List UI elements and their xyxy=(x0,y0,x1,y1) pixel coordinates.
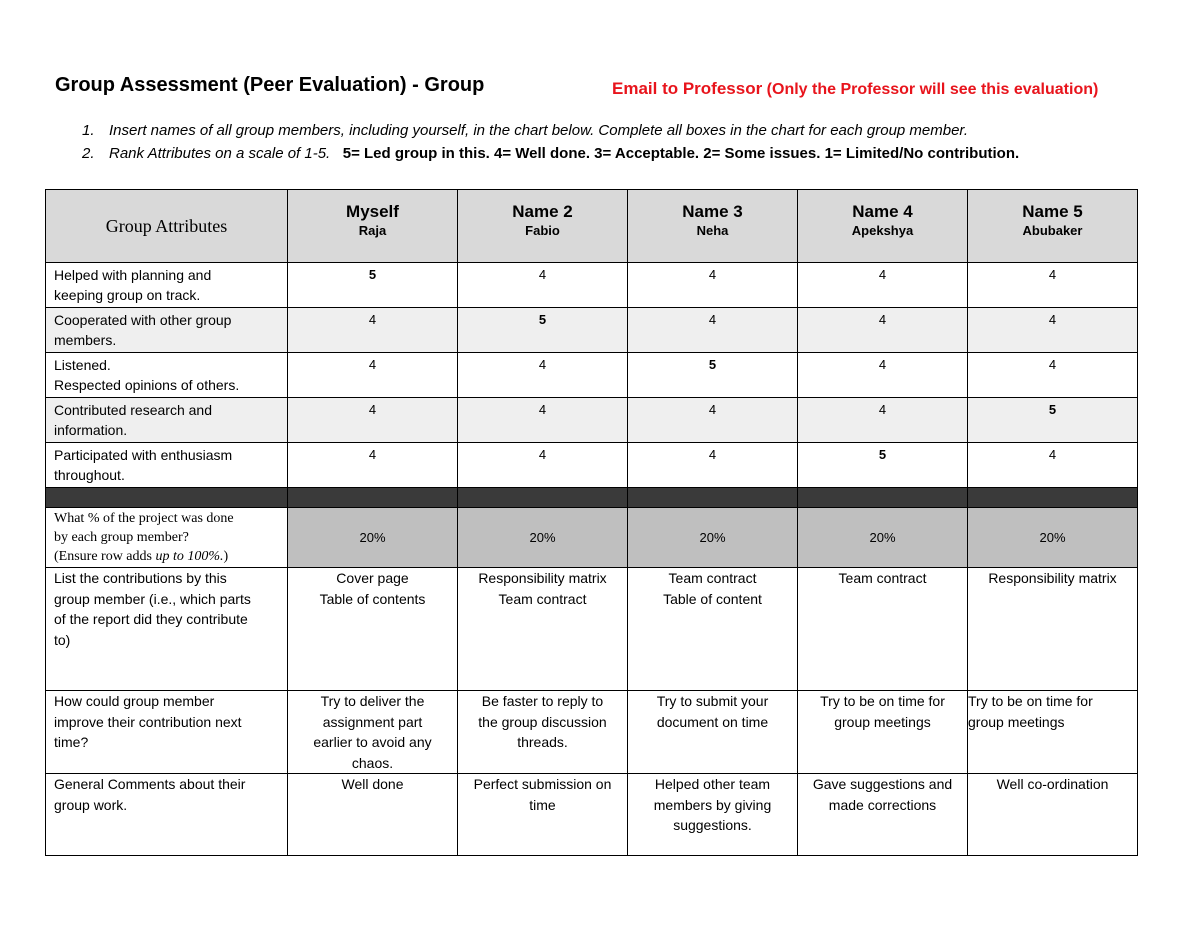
separator-cell xyxy=(46,488,288,508)
row-label xyxy=(46,774,288,856)
rating-cell: 4 xyxy=(798,353,968,398)
instruction-number: 2. xyxy=(82,145,95,162)
cell-line: chaos. xyxy=(351,754,394,771)
percent-cell: 20% xyxy=(628,508,798,568)
cell-line: members. xyxy=(54,332,117,348)
cell-line: Participated with enthusiasm xyxy=(54,447,233,463)
percent-label xyxy=(46,508,288,568)
rating-cell: 4 xyxy=(458,353,628,398)
rating-cell: 4 xyxy=(288,443,458,488)
cell-line: earlier to avoid any xyxy=(313,734,432,750)
cell-line: Try to deliver the xyxy=(320,693,425,709)
cell-line: Be faster to reply to xyxy=(481,693,604,709)
attribute-label xyxy=(46,443,288,488)
cell-line: information. xyxy=(54,422,128,438)
attribute-label xyxy=(46,308,288,353)
comment-cell xyxy=(458,568,628,691)
separator-row xyxy=(46,488,1138,508)
comment-cell xyxy=(968,774,1138,856)
comment-cell xyxy=(628,774,798,856)
header-row xyxy=(46,190,1138,263)
comment-cell xyxy=(968,691,1138,774)
instruction-text: Rank Attributes on a scale of 1-5. xyxy=(109,145,331,162)
rating-scale-legend: 5= Led group in this. 4= Well done. 3= Acceptable. 2= Some issues. 1= Limited/No contribution. xyxy=(342,145,1020,162)
cell-line: document on time xyxy=(656,713,769,730)
rating-cell: 4 xyxy=(798,398,968,443)
cell-line: throughout. xyxy=(54,467,125,483)
cell-line: group member (i.e., which parts xyxy=(54,590,251,607)
comment-cell xyxy=(798,774,968,856)
cell-line: to) xyxy=(54,631,71,648)
instruction-number: 1. xyxy=(82,122,95,139)
comment-cell xyxy=(628,568,798,691)
cell-line: assignment part xyxy=(322,713,423,730)
contributions-row xyxy=(46,568,1138,691)
percent-cell: 20% xyxy=(458,508,628,568)
rating-cell: 5 xyxy=(288,263,458,308)
cell-line: Cover page xyxy=(336,570,409,586)
cell-line: What % of the project was done xyxy=(54,511,234,526)
cell-line: Perfect submission on xyxy=(473,776,612,792)
comment-cell xyxy=(798,691,968,774)
cell-line: Helped with planning and xyxy=(54,267,212,283)
cell-emphasis: up to 100%. xyxy=(155,549,224,564)
comment-cell xyxy=(798,568,968,691)
document-title: Group Assessment (Peer Evaluation) - Group xyxy=(55,74,485,96)
cell-line: of the report did they contribute xyxy=(54,611,248,627)
cell-text: (Ensure row adds xyxy=(54,549,156,564)
comment-cell xyxy=(628,691,798,774)
rating-row xyxy=(46,398,1138,443)
cell-line: Try to be on time for xyxy=(820,693,945,709)
member-name: Raja xyxy=(358,223,387,238)
cell-line: How could group member xyxy=(54,693,215,709)
cell-line: Table of contents xyxy=(319,590,426,607)
rating-cell: 4 xyxy=(288,353,458,398)
cell-line: General Comments about their xyxy=(54,776,246,792)
rating-cell: 4 xyxy=(798,263,968,308)
cell-line: Contributed research and xyxy=(54,402,212,418)
attribute-label xyxy=(46,263,288,308)
member-name: Abubaker xyxy=(1022,223,1083,238)
cell-line: Cooperated with other group xyxy=(54,312,232,328)
improvement-row xyxy=(46,691,1138,774)
comment-cell xyxy=(288,691,458,774)
rating-cell: 4 xyxy=(968,263,1138,308)
cell-line: improve their contribution next xyxy=(54,713,242,730)
member-column-title: Name 3 xyxy=(682,202,743,221)
cell-line: List the contributions by this xyxy=(54,570,227,586)
separator-cell xyxy=(628,488,798,508)
rating-cell: 4 xyxy=(458,398,628,443)
email-instruction xyxy=(612,79,1098,99)
percent-cell: 20% xyxy=(288,508,458,568)
attribute-label xyxy=(46,398,288,443)
cell-line: the group discussion xyxy=(478,713,607,730)
cell-line: Responsibility matrix xyxy=(478,570,607,586)
rating-cell: 4 xyxy=(968,443,1138,488)
rating-cell: 4 xyxy=(458,443,628,488)
cell-line: Listened. xyxy=(54,357,111,373)
rating-row xyxy=(46,443,1138,488)
email-lead: Email to Professor xyxy=(612,79,763,98)
member-name: Apekshya xyxy=(851,223,914,238)
rating-row xyxy=(46,263,1138,308)
separator-cell xyxy=(968,488,1138,508)
member-header xyxy=(288,190,458,263)
evaluation-table xyxy=(45,189,1138,856)
member-header xyxy=(798,190,968,263)
attribute-label xyxy=(46,353,288,398)
rating-cell: 4 xyxy=(288,308,458,353)
email-privacy-note: (Only the Professor will see this evaluation) xyxy=(766,81,1099,98)
rating-cell: 4 xyxy=(628,398,798,443)
cell-line: made corrections xyxy=(828,796,937,813)
comment-cell xyxy=(968,568,1138,691)
cell-line: Team contract xyxy=(838,570,927,586)
cell-line: suggestions. xyxy=(673,817,752,833)
cell-line: by each group member? xyxy=(54,530,189,545)
member-column-title: Myself xyxy=(346,202,399,221)
member-name: Fabio xyxy=(525,223,560,238)
rating-cell: 4 xyxy=(628,443,798,488)
cell-line: Try to be on time for xyxy=(968,693,1093,709)
cell-line: Helped other team xyxy=(654,776,771,792)
cell-text: ) xyxy=(223,549,229,564)
rating-row xyxy=(46,353,1138,398)
cell-line: threads. xyxy=(517,734,568,750)
cell-line: Gave suggestions and xyxy=(812,776,953,792)
member-header xyxy=(628,190,798,263)
cell-line: group work. xyxy=(54,796,128,813)
general-comments-row xyxy=(46,774,1138,856)
rating-cell: 5 xyxy=(798,443,968,488)
member-column-title: Name 2 xyxy=(512,202,573,221)
rating-cell: 4 xyxy=(968,308,1138,353)
rating-cell: 4 xyxy=(968,353,1138,398)
rating-cell: 5 xyxy=(458,308,628,353)
row-label xyxy=(46,568,288,691)
cell-line: Well done xyxy=(341,776,404,792)
row-label xyxy=(46,691,288,774)
cell-line: group meetings xyxy=(968,713,1065,730)
instruction-text: Insert names of all group members, including yourself, in the chart below. Complete all boxes in the chart for each group member. xyxy=(109,122,969,139)
cell-line: Table of content xyxy=(663,590,762,607)
member-header xyxy=(458,190,628,263)
cell-line: time xyxy=(529,796,556,813)
comment-cell xyxy=(288,774,458,856)
comment-cell xyxy=(288,568,458,691)
member-column-title: Name 4 xyxy=(852,202,913,221)
cell-line: group meetings xyxy=(834,713,931,730)
rating-cell: 5 xyxy=(968,398,1138,443)
cell-line: members by giving xyxy=(653,796,772,813)
member-column-title: Name 5 xyxy=(1022,202,1083,221)
separator-cell xyxy=(798,488,968,508)
rating-row xyxy=(46,308,1138,353)
rating-cell: 4 xyxy=(798,308,968,353)
member-name: Neha xyxy=(696,223,729,238)
cell-line: Team contract xyxy=(668,570,757,586)
comment-cell xyxy=(458,774,628,856)
cell-line: Respected opinions of others. xyxy=(54,377,240,393)
group-attributes-header: Group Attributes xyxy=(46,190,288,263)
title-row xyxy=(55,74,1145,104)
rating-cell: 4 xyxy=(288,398,458,443)
cell-line: Well co-ordination xyxy=(996,776,1109,792)
cell-line: Team contract xyxy=(498,590,587,607)
rating-cell: 5 xyxy=(628,353,798,398)
cell-line: time? xyxy=(54,734,89,750)
member-header xyxy=(968,190,1138,263)
percent-cell: 20% xyxy=(968,508,1138,568)
separator-cell xyxy=(458,488,628,508)
separator-cell xyxy=(288,488,458,508)
percent-cell: 20% xyxy=(798,508,968,568)
rating-cell: 4 xyxy=(458,263,628,308)
percent-row xyxy=(46,508,1138,568)
rating-cell: 4 xyxy=(628,308,798,353)
cell-line: keeping group on track. xyxy=(54,287,201,303)
cell-line xyxy=(54,547,279,566)
comment-cell xyxy=(458,691,628,774)
rating-cell: 4 xyxy=(628,263,798,308)
cell-line: Try to submit your xyxy=(656,693,769,709)
cell-line: Responsibility matrix xyxy=(988,570,1117,586)
